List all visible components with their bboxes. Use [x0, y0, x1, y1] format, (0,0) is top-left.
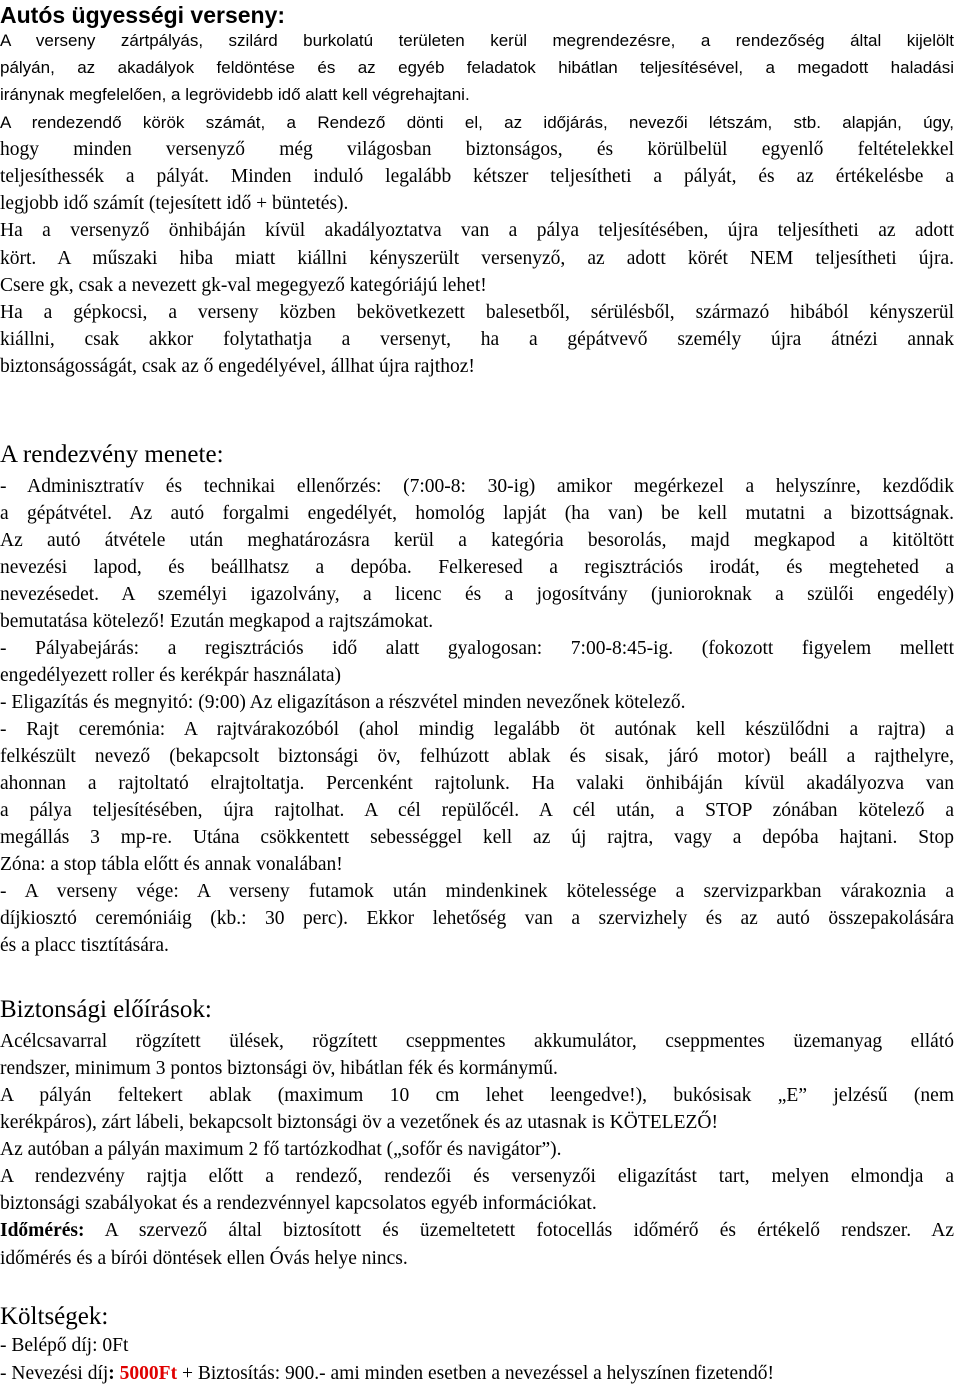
paragraph-line: - Adminisztratív és technikai ellenőrzés: (7:00-8: 30-ig) amikor megérkezel a helyszínre, kezdődik [0, 476, 954, 497]
paragraph-line: díjkiosztó ceremóniáig (kb.: 30 perc). Ekkor lehetőség van a szervizhely és az autó összepakolására [0, 908, 954, 929]
paragraph-line: engedélyezett roller és kerékpár használata) [0, 665, 342, 686]
paragraph-line: A verseny zártpályás, szilárd burkolatú területen kerül megrendezésre, a rendezőség által kijelölt [0, 31, 954, 50]
paragraph-line: Zóna: a stop tábla előtt és annak vonalában! [0, 854, 343, 875]
paragraph-line: biztonságosságát, csak az ő engedélyével, állhat újra rajthoz! [0, 356, 475, 378]
paragraph-line: - Eligazítás és megnyitó: (9:00) Az eligazításon a részvétel minden nevezőnek kötelező. [0, 692, 686, 713]
paragraph-line: hogy minden versenyző még világosban biztonságos, és körülbelül egyenlő feltételekkel [0, 138, 954, 160]
paragraph-line: A rendezendő körök számát, a Rendező dönti el, az időjárás, nevezői létszám, stb. alapján, úgy, [0, 112, 954, 132]
paragraph-line: Csere gk, csak a nevezett gk-val megegyező kategóriájú lehet! [0, 274, 487, 296]
paragraph-line: Az autóban a pályán maximum 2 fő tartózkodhat („sofőr és navigátor”). [0, 1139, 562, 1160]
nevezes-rest: + Biztosítás: 900.- ami minden esetben a nevezéssel a helyszínen fizetendő! [177, 1363, 774, 1384]
nevezes-fee-line [0, 1361, 954, 1387]
paragraph-line: megállás 3 mp-re. Utána csökkentett sebességgel kell az új rajtra, vagy a depóba hajtani. Stop [0, 827, 954, 848]
paragraph-line: - A verseny vége: A verseny futamok után mindenkinek kötelessége a szervizparkban várakoznia a [0, 881, 954, 902]
nevezes-label: - Nevezési díj [0, 1363, 109, 1384]
paragraph-line: biztonsági szabályokat és a rendezvénnyel kapcsolatos egyéb információkat. [0, 1193, 597, 1214]
paragraph-line: - Rajt ceremónia: A rajtvárakozóból (ahol mindig legalább öt autónak kell készülődni a rajtra) a [0, 719, 954, 740]
paragraph-line: Acélcsavarral rögzített ülések, rögzített cseppmentes akkumulátor, cseppmentes üzemanyag ellátó [0, 1031, 954, 1052]
section-title-biztonsag: Biztonsági előírások: [0, 996, 212, 1023]
section-title-menete: A rendezvény menete: [0, 441, 224, 468]
paragraph-line: teljesíthessék a pályát. Minden induló legalább kétszer teljesítheti a pályát, és az értékelésbe a [0, 166, 954, 187]
paragraph-line: A pályán feltekert ablak (maximum 10 cm lehet leengedve!), bukósisak „E” jelzésű (nem [0, 1085, 954, 1106]
paragraph-line: ahonnan a rajtoltató elrajtoltatja. Percenként rajtolunk. Ha valaki önhibáján kívül akadályozva van [0, 773, 954, 794]
timing-text: A szervező által biztosított és üzemeltetett fotocellás időmérő és értékelő rendszer. Az [84, 1220, 954, 1241]
paragraph-line: Ha a gépkocsi, a verseny közben bekövetkezett balesetből, sérülésből, származó hibából kényszerül [0, 302, 954, 323]
paragraph-line: kerékpáros), zárt lábeli, bekapcsolt biztonsági öv a vezetőnek és az utasnak is KÖTELEZŐ! [0, 1112, 718, 1133]
paragraph-line: iránynak megfelelően, a legrövidebb idő alatt kell végrehajtani. [0, 85, 470, 105]
timing-label: Időmérés: [0, 1220, 85, 1241]
paragraph-line: a pálya teljesítésében, újra rajtolhat. A cél repülőcél. A cél után, a STOP zónában kötelező a [0, 800, 954, 821]
paragraph-line: kiállni, csak akkor folytathatja a versenyt, ha a gépátvevő személy újra átnézi annak [0, 329, 954, 351]
paragraph-line: és a placc tisztítására. [0, 935, 169, 956]
timing-paragraph-line: időmérés és a bírói döntések ellen Óvás helye nincs. [0, 1248, 408, 1269]
paragraph-line: a gépátvétel. Az autó forgalmi engedélyét, homológ lapját (ha van) be kell mutatni a bizottságnak. [0, 503, 954, 524]
paragraph-line: rendszer, minimum 3 pontos biztonsági öv, hibátlan fék és kormánymű. [0, 1058, 558, 1079]
paragraph-line: nevezési lapod, és beállhatsz a depóba. Felkeresed a regisztrációs irodát, és megteheted a [0, 557, 954, 578]
entry-fee-line: - Belépő díj: 0Ft [0, 1335, 129, 1356]
timing-paragraph-line [0, 1218, 954, 1244]
nevezes-amount: 5000Ft [119, 1363, 178, 1384]
paragraph-line: - Pályabejárás: a regisztrációs idő alatt gyalogosan: 7:00-8:45-ig. (fokozott figyelem mellett [0, 638, 954, 659]
paragraph-line: kört. A műszaki hiba miatt kiállni kényszerült versenyző, az adott körét NEM teljesítheti újra. [0, 247, 954, 269]
paragraph-line: pályán, az akadályok feldöntése és az egyéb feladatok hibátlan teljesítésével, a megadott haladási [0, 58, 954, 78]
section-title-koltsegek: Költségek: [0, 1303, 109, 1330]
nevezes-colon: : [108, 1363, 115, 1384]
paragraph-line: Az autó átvétele után meghatározásra kerül a kategória besorolás, majd megkapod a kitöltött [0, 530, 954, 551]
paragraph-line: bemutatása kötelező! Ezután megkapod a rajtszámokat. [0, 611, 434, 632]
paragraph-line: nevezésedet. A személyi igazolvány, a licenc és a jogosítvány (junioroknak a szülői engedély) [0, 584, 954, 605]
paragraph-line: A rendezvény rajtja előtt a rendező, rendezői és versenyzői eligazítást tart, melyen elmondja a [0, 1166, 954, 1187]
paragraph-line: legjobb idő számít (tejesített idő + büntetés). [0, 193, 349, 215]
paragraph-line: felkészült nevező (bekapcsolt biztonsági öv, felhúzott ablak és sisak, járó motor) beáll a rajthelyre, [0, 746, 954, 767]
section-title-verseny: Autós ügyességi verseny: [0, 2, 286, 28]
paragraph-line: Ha a versenyző önhibáján kívül akadályoztatva van a pálya teljesítésében, újra teljesítheti az adott [0, 220, 954, 242]
